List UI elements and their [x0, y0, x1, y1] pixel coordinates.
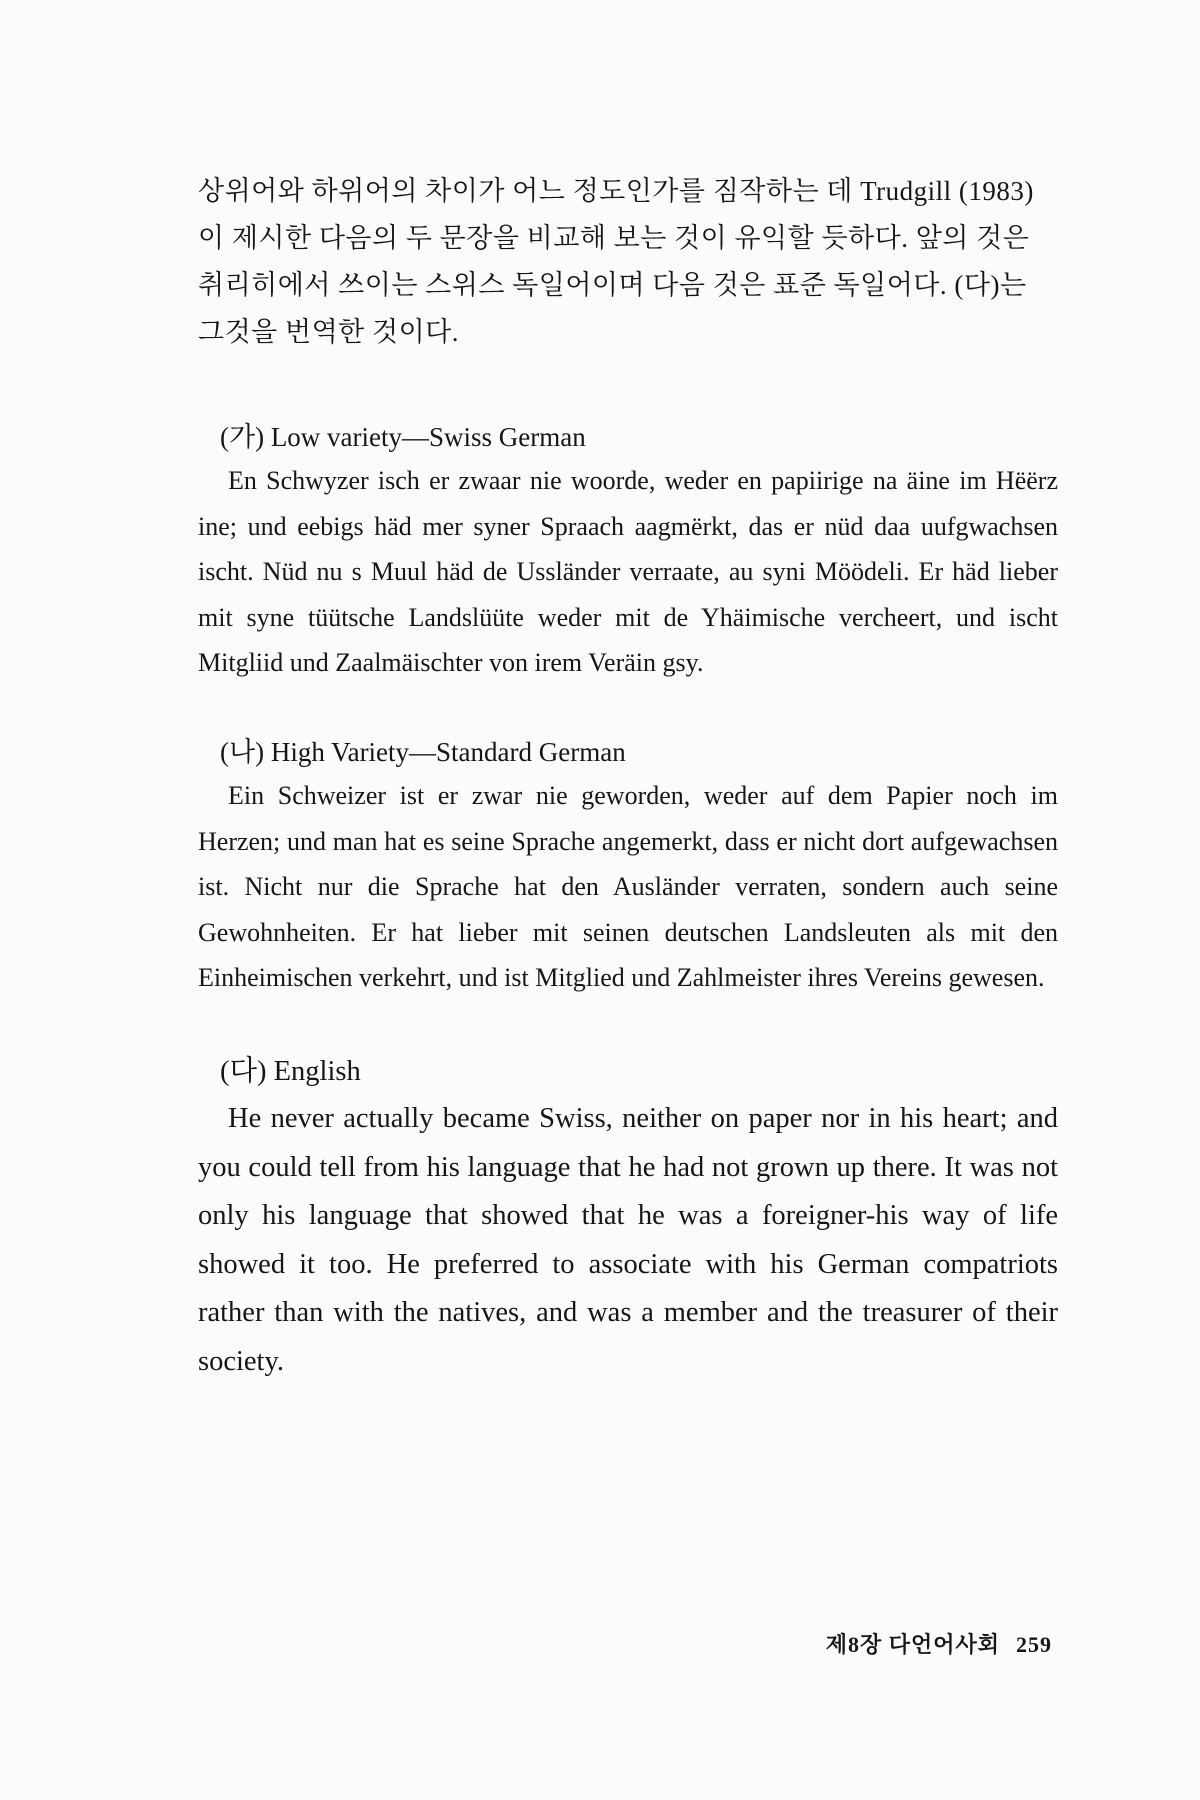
chapter-title: 제8장 다언어사회 — [825, 1632, 1000, 1657]
page-footer — [810, 1628, 1052, 1659]
intro-text: 상위어와 하위어의 차이가 어느 정도인가를 짐작하는 데 Trudgill (1983)이 제시한 다음의 두 문장을 비교해 보는 것이 유익할 듯하다. 앞의 것은 취리히에서 쓰이는 스위스 독일어이며 다음 것은 표준 독일어다. (다)는 그것을 번역한 것이다. — [198, 176, 1034, 347]
intro-paragraph — [198, 168, 1056, 356]
page-number: 259 — [1016, 1632, 1052, 1657]
english-passage: He never actually became Swiss, neither on paper nor in his heart; and you could tell from his language that he had not grown up there. It was not only his language that showed that he was a foreigner-his way of life showed it too. He preferred to associate with his German compatriots rather than with the natives, and was a member and the treasurer of their society. — [198, 1103, 1058, 1377]
section-label-swiss-german: (가) Low variety—Swiss German — [220, 422, 586, 452]
standard-german-passage: Ein Schweizer ist er zwar nie geworden, weder auf dem Papier noch im Herzen; und man hat es seine Sprache angemerkt, dass er nicht dort aufgewachsen ist. Nicht nur die Sprache hat den Ausländer verraten, sondern auch seine Gewohnheiten. Er hat lieber mit seinen deutschen Landsleuten als mit den Einheimischen verkehrt, und ist Mitglied und Zahlmeister ihres Vereins gewesen. — [198, 781, 1058, 992]
section-label-standard-german: (나) High Variety—Standard German — [220, 737, 626, 767]
section-label-english: (다) English — [220, 1056, 361, 1087]
swiss-german-passage: En Schwyzer isch er zwaar nie woorde, weder en papiirige na äine im Hëërz ine; und eebigs häd mer syner Spraach aagmërkt, das er nüd daa uufgwachsen ischt. Nüd nu s Muul häd de Ussländer verraate, au syni Möödeli. Er häd lieber mit syne tüütsche Landslüüte weder mit de Yhäimische vercheert, und ischt Mitgliid und Zaalmäischter von irem Veräin gsy. — [198, 466, 1058, 677]
